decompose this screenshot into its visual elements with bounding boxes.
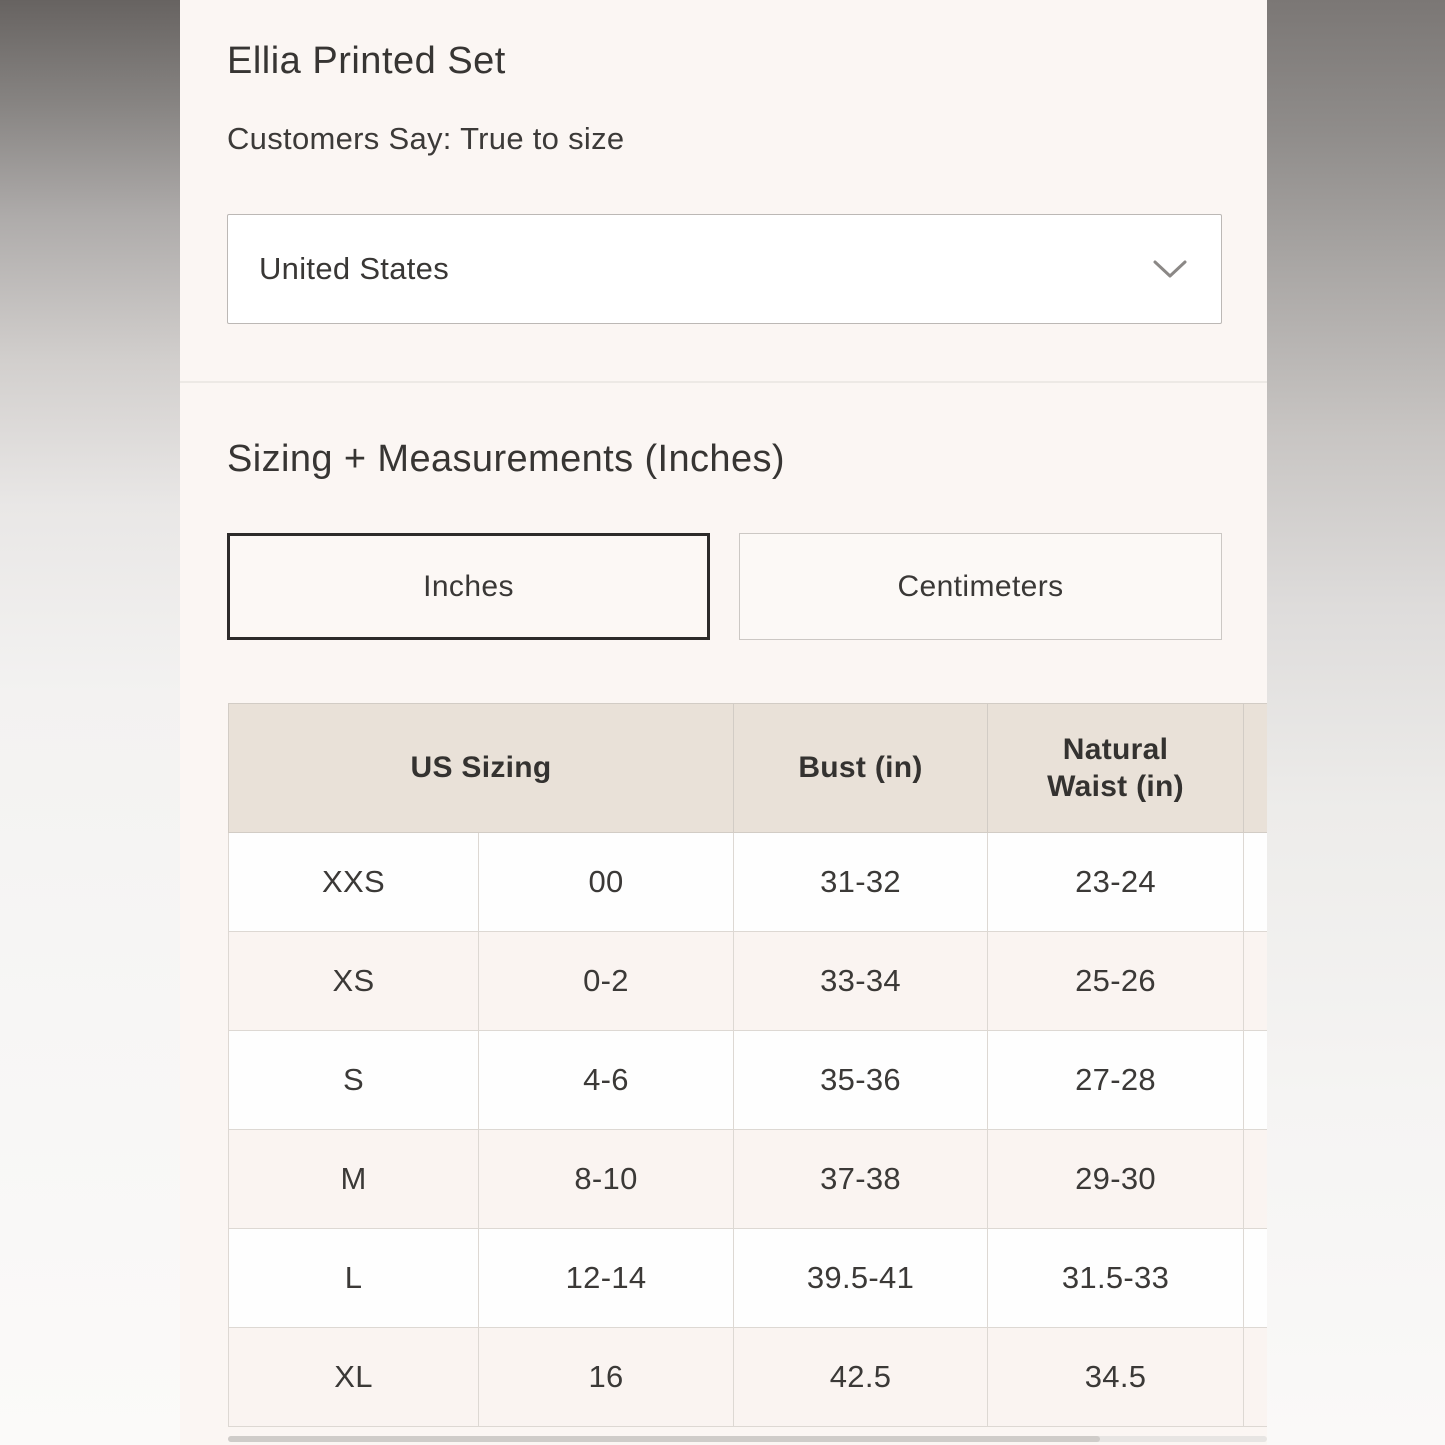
size-cell: 12-14 bbox=[479, 1229, 734, 1328]
country-selector-value: United States bbox=[259, 251, 450, 286]
fit-note: Customers Say: True to size bbox=[227, 121, 625, 156]
sizing-measurements-section bbox=[180, 381, 1267, 1445]
size-cell: 0-2 bbox=[479, 932, 734, 1031]
size-cell: 23-24 bbox=[988, 833, 1244, 932]
size-cell: XL bbox=[229, 1328, 479, 1427]
size-cell: 33-34 bbox=[734, 932, 988, 1031]
size-cell: 37-38 bbox=[734, 1130, 988, 1229]
sizing-heading: Sizing + Measurements (Inches) bbox=[227, 438, 785, 480]
size-cell: 4-6 bbox=[479, 1031, 734, 1130]
size-cell: M bbox=[229, 1130, 479, 1229]
size-cell-clipped bbox=[1244, 1328, 1267, 1427]
product-title: Ellia Printed Set bbox=[227, 40, 506, 82]
size-cell: 25-26 bbox=[988, 932, 1244, 1031]
product-header-section bbox=[180, 0, 1267, 381]
size-row-s bbox=[229, 1031, 1268, 1130]
size-cell: S bbox=[229, 1031, 479, 1130]
size-cell: 34.5 bbox=[988, 1328, 1244, 1427]
unit-toggle bbox=[227, 533, 1222, 640]
size-row-xxs bbox=[229, 833, 1268, 932]
size-cell: 8-10 bbox=[479, 1130, 734, 1229]
size-cell: 35-36 bbox=[734, 1031, 988, 1130]
column-header-bust: Bust (in) bbox=[734, 704, 988, 833]
size-cell: XXS bbox=[229, 833, 479, 932]
size-cell: 39.5-41 bbox=[734, 1229, 988, 1328]
size-cell-clipped bbox=[1244, 1229, 1267, 1328]
scrollbar-thumb[interactable] bbox=[228, 1436, 1100, 1442]
size-cell: 31-32 bbox=[734, 833, 988, 932]
size-row-m bbox=[229, 1130, 1268, 1229]
size-cell: 31.5-33 bbox=[988, 1229, 1244, 1328]
size-cell: 27-28 bbox=[988, 1031, 1244, 1130]
chevron-down-icon bbox=[1152, 258, 1188, 285]
size-guide-panel bbox=[180, 0, 1267, 1445]
country-selector[interactable] bbox=[227, 214, 1222, 324]
size-table-container[interactable] bbox=[228, 703, 1267, 1434]
column-header-natural-waist: Natural Waist (in) bbox=[988, 704, 1244, 833]
size-table bbox=[228, 703, 1267, 1427]
column-header-clipped bbox=[1244, 704, 1267, 833]
inches-toggle-button[interactable]: Inches bbox=[227, 533, 710, 640]
size-cell-clipped bbox=[1244, 833, 1267, 932]
size-cell-clipped bbox=[1244, 1130, 1267, 1229]
size-cell: 00 bbox=[479, 833, 734, 932]
size-row-l bbox=[229, 1229, 1268, 1328]
size-table-header-row bbox=[229, 704, 1268, 833]
centimeters-toggle-button[interactable]: Centimeters bbox=[739, 533, 1222, 640]
size-cell: 29-30 bbox=[988, 1130, 1244, 1229]
column-header-us-sizing: US Sizing bbox=[229, 704, 734, 833]
left-letterbox-gradient bbox=[0, 0, 180, 1445]
size-row-xs bbox=[229, 932, 1268, 1031]
size-cell-clipped bbox=[1244, 1031, 1267, 1130]
size-cell: L bbox=[229, 1229, 479, 1328]
size-cell: 42.5 bbox=[734, 1328, 988, 1427]
table-horizontal-scrollbar[interactable] bbox=[228, 1436, 1267, 1442]
right-letterbox-gradient bbox=[1267, 0, 1445, 1445]
size-cell: 16 bbox=[479, 1328, 734, 1427]
size-row-xl bbox=[229, 1328, 1268, 1427]
size-cell: XS bbox=[229, 932, 479, 1031]
size-cell-clipped bbox=[1244, 932, 1267, 1031]
